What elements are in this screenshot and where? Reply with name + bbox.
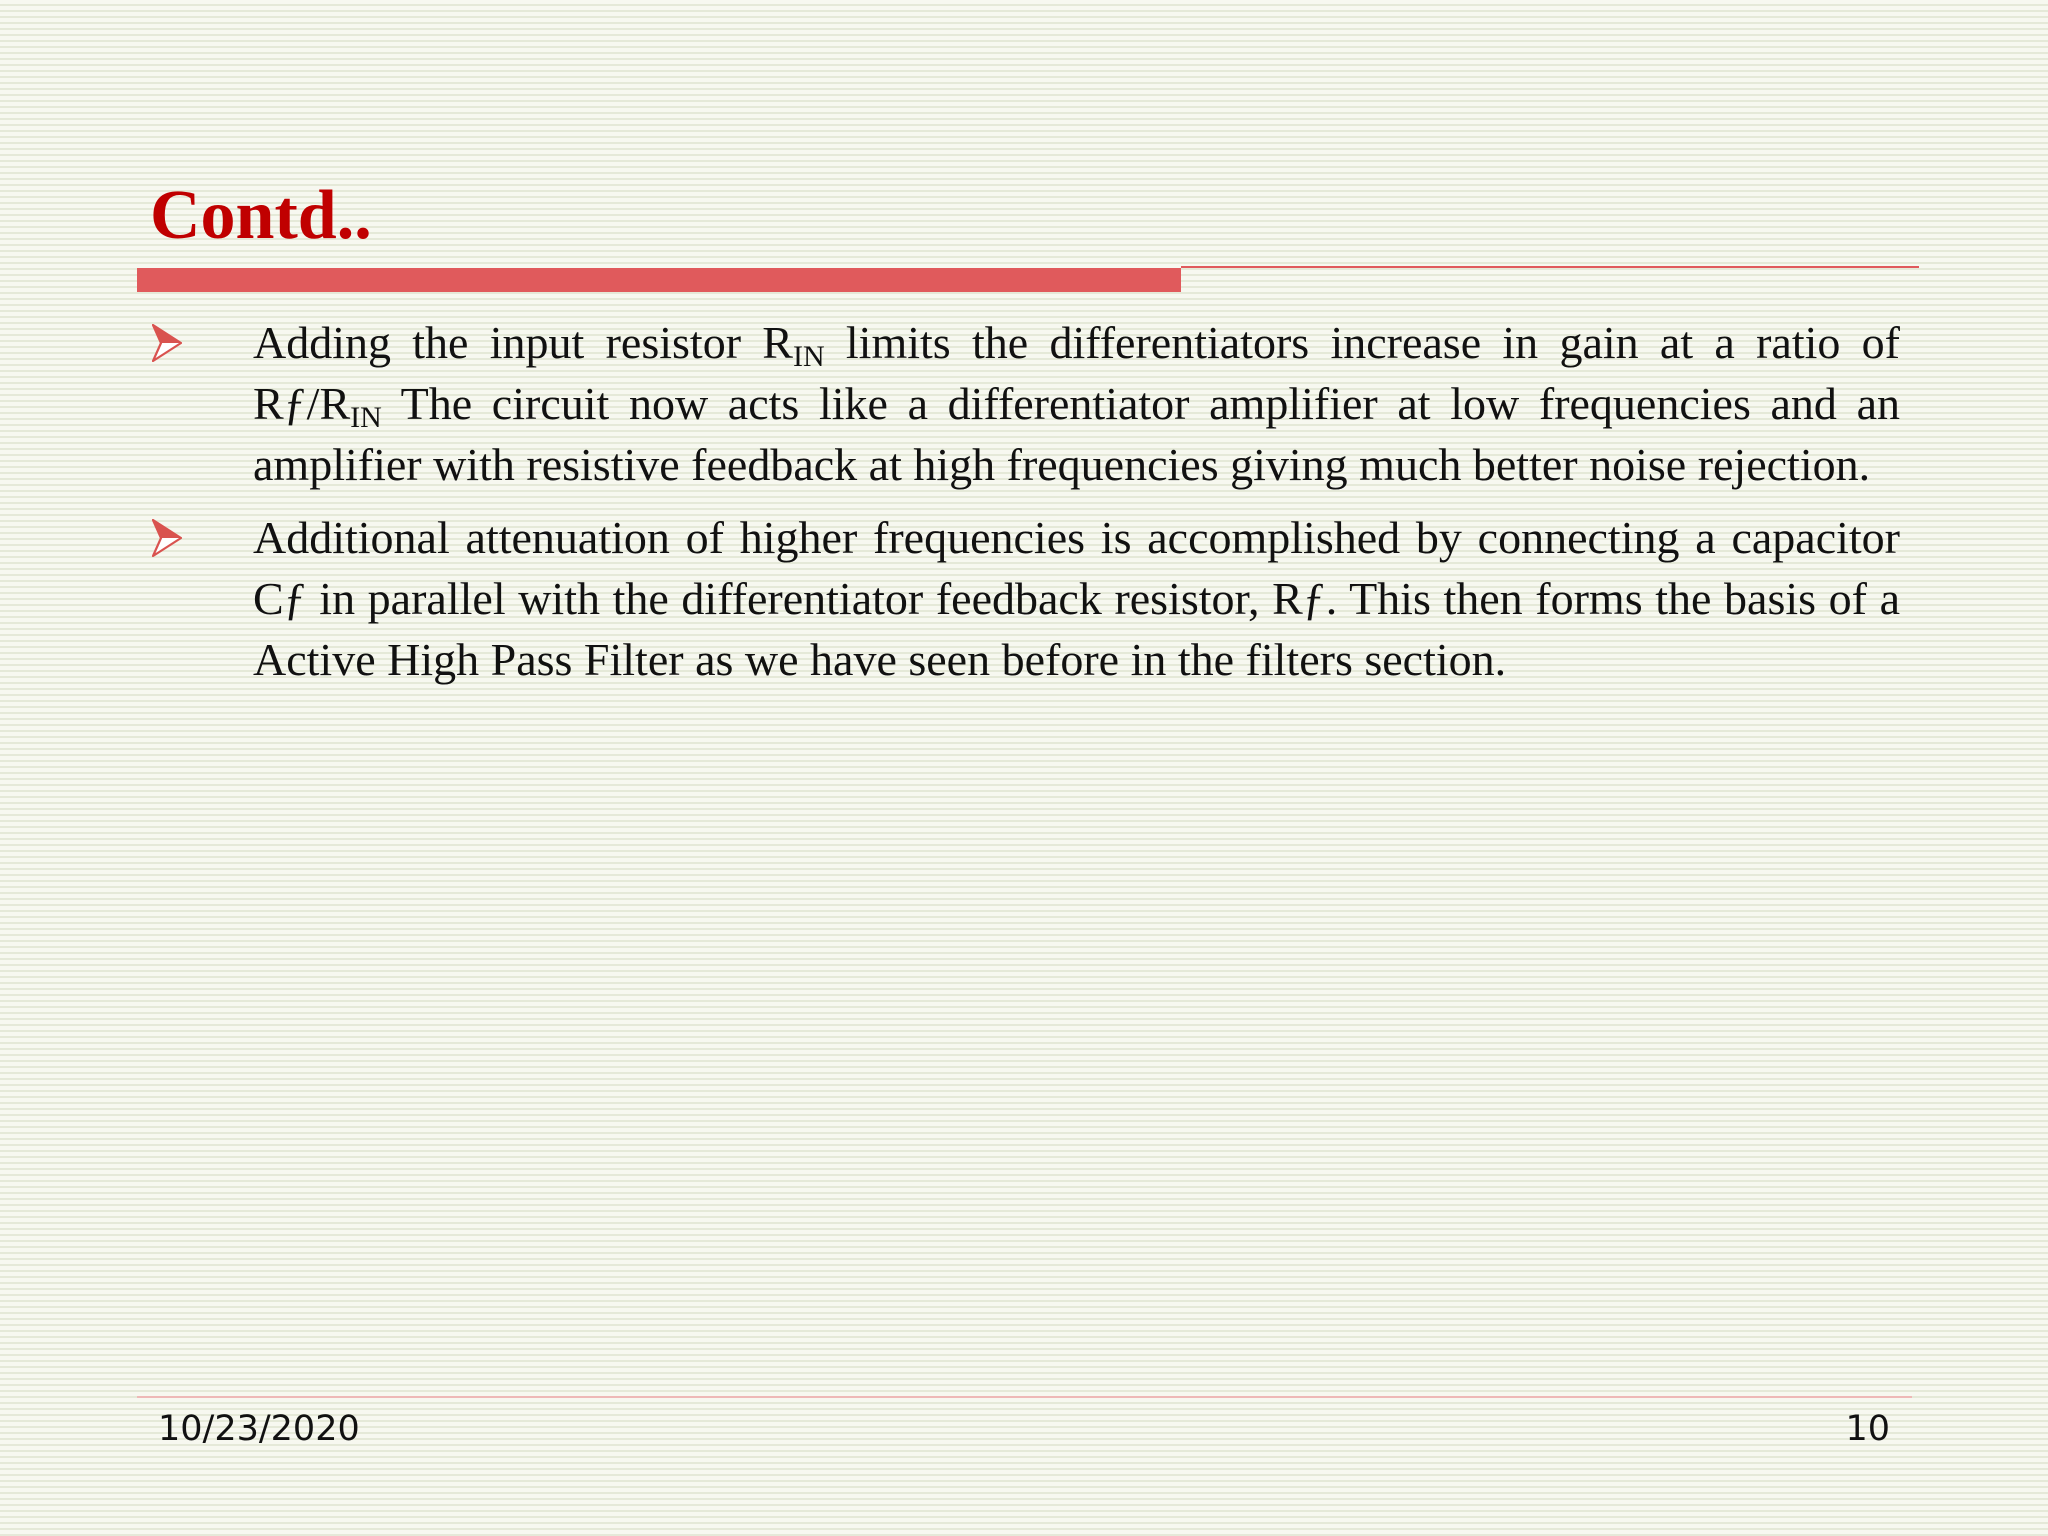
arrowhead-bullet-icon <box>152 519 182 557</box>
footer-divider <box>137 1396 1912 1398</box>
bullet-item <box>150 312 1900 495</box>
title-underline-rule <box>1181 266 1919 268</box>
bullet-list <box>150 312 1900 702</box>
bullet-item <box>150 507 1900 690</box>
title-underline-bar <box>137 268 1181 292</box>
slide-title: Contd.. <box>150 177 372 254</box>
footer-date: 10/23/2020 <box>158 1409 360 1449</box>
bullet-text: Adding the input resistor $R_{IN}$ limits the differentiators increase in gain at a ratio of $Rƒ/R_{IN}$ The circuit now acts like a differentiator amplifier at low frequencies and an amplifier with resistive feedback at high frequencies giving much better noise rejection. <box>253 317 1900 490</box>
arrowhead-bullet-icon <box>152 324 182 362</box>
page-number: 10 <box>1845 1409 1890 1449</box>
bullet-text: Additional attenuation of higher frequencies is accomplished by connecting a capacitor Cƒ in parallel with the differentiator feedback resistor, Rƒ. This then forms the basis of a Active High Pass Filter as we have seen before in the filters section. <box>253 512 1900 685</box>
